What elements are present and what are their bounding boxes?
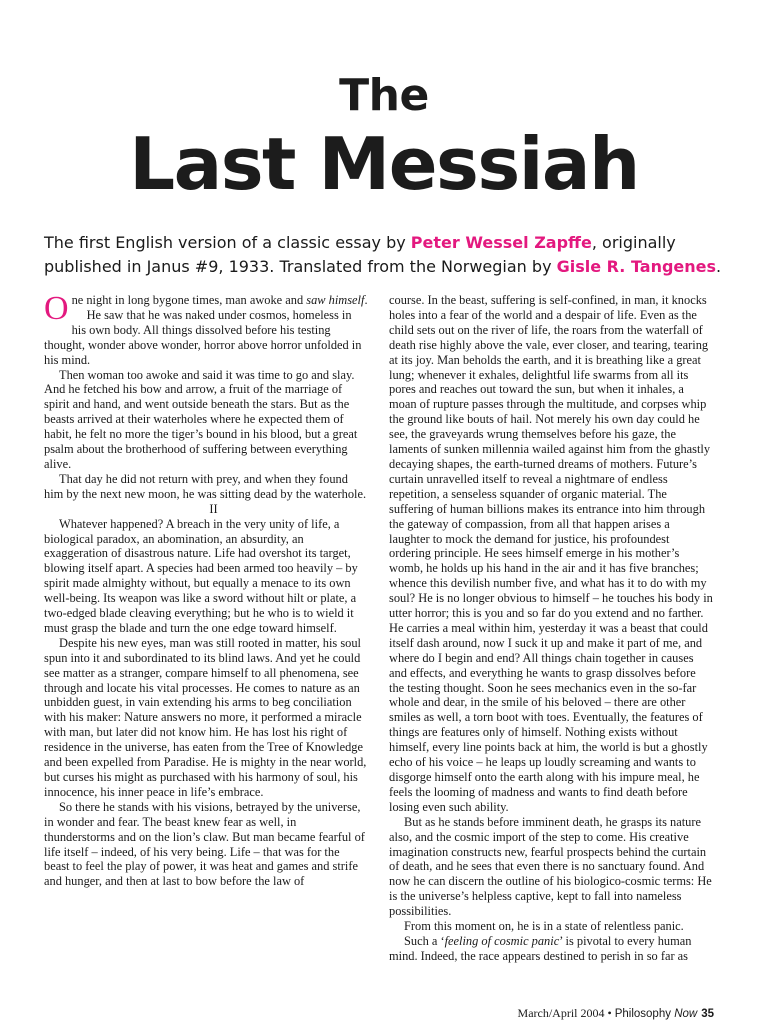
drop-cap: O [44, 290, 69, 327]
bullet-separator: • [604, 1006, 615, 1020]
issue-date: March/April 2004 [517, 1006, 605, 1020]
paragraph: That day he did not return with prey, and when they found him by the next new moon, he was sitting dead by the waterhole. [44, 471, 367, 501]
paragraph: From this moment on, he is in a state of relentless panic. [404, 919, 684, 934]
paragraph: But as he stands before imminent death, he grasps its nature also, and the cosmic import of the step to come. His creative imagination constructs new, fearful prospects behind the curtain of death, and he sees that even there is no sanctuary found. And now he can discern the outline of his biologico-cosmic terms: He is the universe’s helpless captive, kept to fall into nameless possibilities. [389, 814, 712, 919]
section-number: II [209, 501, 218, 516]
page-number: 35 [701, 1008, 714, 1020]
paragraph-text: ’ is pivotal to every human mind. Indeed, the race appears destined to perish in so far as [389, 933, 692, 963]
paragraph: course. In the beast, suffering is self-confined, in man, it knocks holes into a fear of the world and a despair of life. Even as the child sets out on the river of life, the roars from the waterfall of death rise highly above the vale, ever closer, and tearing, tearing at its joy. Man beholds the earth, and it is breathing like a great lung; whenever it exhales, delightful life swarms from all its pores and reaches out toward the sun, but when it inhales, a moan of rupture passes through the multitude, and corpses whip the ground like bouts of hail. Not merely his own day could he see, the graveyards wrung themselves before his gaze, the laments of sunken millennia wailed against him from the ghastly decaying shapes, the earth-turned dreams of mothers. Future’s curtain unravelled itself to reveal a nightmare of endless repetition, a senseless squander of organic material. The suffering of human billions makes its entrance into him through the gateway of compassion, from all that happen arises a laughter to mock the demand for justice, his profoundest ordering principle. He sees himself emerge in his mother’s womb, he holds up his hand in the air and it has five branches; whence this devilish number five, and what has it to do with my soul? He is no longer obvious to himself – he touches his body in utter horror; this is you and so far do you extend and no farther. He carries a meal within him, yesterday it was a beast that could itself dash around, now I suck it up and make it part of me, and where do I begin and end? All things chain together in causes and effects, and everything he wants to grasp dissolves before the testing thought. Soon he sees mechanics even in the so-far whole and dear, in the smile of his beloved – there are other smiles as well, a torn boot with toes. Eventually, the features of things are features only of himself. Nothing exists without himself, every line points back at him, the world is but a ghostly echo of his voice – he leaps up loudly screaming and wants to disgorge himself onto the earth along with his impure meal, he feels the looming of madness and wants to find death before losing even such ability. [389, 293, 713, 814]
intro-text-2: , originally published in Janus #9, 1933. Translated from the Norwegian by [44, 233, 676, 276]
page-title: Last Messiah [129, 122, 639, 206]
title-the: The [339, 70, 429, 121]
right-column [389, 293, 713, 964]
intro-standfirst [44, 231, 744, 279]
left-column [44, 290, 368, 889]
paragraph [44, 290, 368, 327]
magazine-name-text: Philosophy [614, 1008, 675, 1020]
paragraph: Despite his new eyes, man was still rooted in matter, his soul spun into it and subordinated to its blind laws. And yet he could see matter as a stranger, compare himself to all phenomena, see through and locate his vital processes. He comes to nature as an unbidden guest, in vain extending his arms to beg conciliation with his maker: Nature answers no more, it performed a miracle with man, but later did not know him. He has lost his right of residence in the universe, has eaten from the Tree of Knowledge and been expelled from Paradise. He is mighty in the near world, but curses his might as purchased with his harmony of soul, his innocence, his inner peace in life’s embrace. [44, 635, 367, 799]
paragraph: Whatever happened? A breach in the very unity of life, a biological paradox, an abomination, an absurdity, an exaggeration of disastrous nature. Life had overshot its target, blowing itself apart. A species had been armed too heavily – by spirit made almighty without, but equally a menace to its own well-being. Its weapon was like a sword without hilt or plate, a two-edged blade cleaving everything; but he who is to wield it must grasp the blade and turn the one edge toward himself. [44, 516, 358, 635]
paragraph-text: ne night in long bygone times, man awoke and [71, 293, 307, 307]
intro-text-1: The first English version of a classic essay by [44, 233, 411, 252]
page-footer [518, 1006, 714, 1021]
paragraph: He saw that he was naked under cosmos, homeless in his own body. All things dissolved before his testing thought, wonder above wonder, horror above horror unfolded in his mind. [44, 307, 362, 367]
paragraph-text: . [364, 293, 368, 307]
paragraph: Then woman too awoke and said it was time to go and slay. And he fetched his bow and arrow, a fruit of the marriage of spirit and hand, and went outside beneath the stars. But as the beasts arrived at their waterholes where he expected them of habit, he felt no more the tiger’s bound in his blood, but a great psalm about the brotherhood of suffering between everything alive. [44, 367, 358, 471]
paragraph-text: Such a ‘ [404, 933, 445, 948]
author-name: Peter Wessel Zapffe [410, 233, 592, 252]
translator-name: Gisle R. Tangenes [556, 257, 717, 276]
paragraph: So there he stands with his visions, betrayed by the universe, in wonder and fear. The beast knew fear as well, in thunderstorms and on the lion’s claw. But man became fearful of life itself – indeed, of his very being. Life – that was for the beast to feel the play of power, it was heat and games and strife and hunger, and then at last to bow before the law of [44, 799, 365, 889]
magazine-name-emphasis: Now [674, 1008, 698, 1020]
emphasis-text: feeling of cosmic panic [444, 933, 560, 948]
magazine-name [615, 1008, 697, 1020]
intro-text-3: . [716, 257, 722, 276]
paragraph [389, 934, 713, 964]
emphasis-text: saw himself [306, 293, 365, 307]
